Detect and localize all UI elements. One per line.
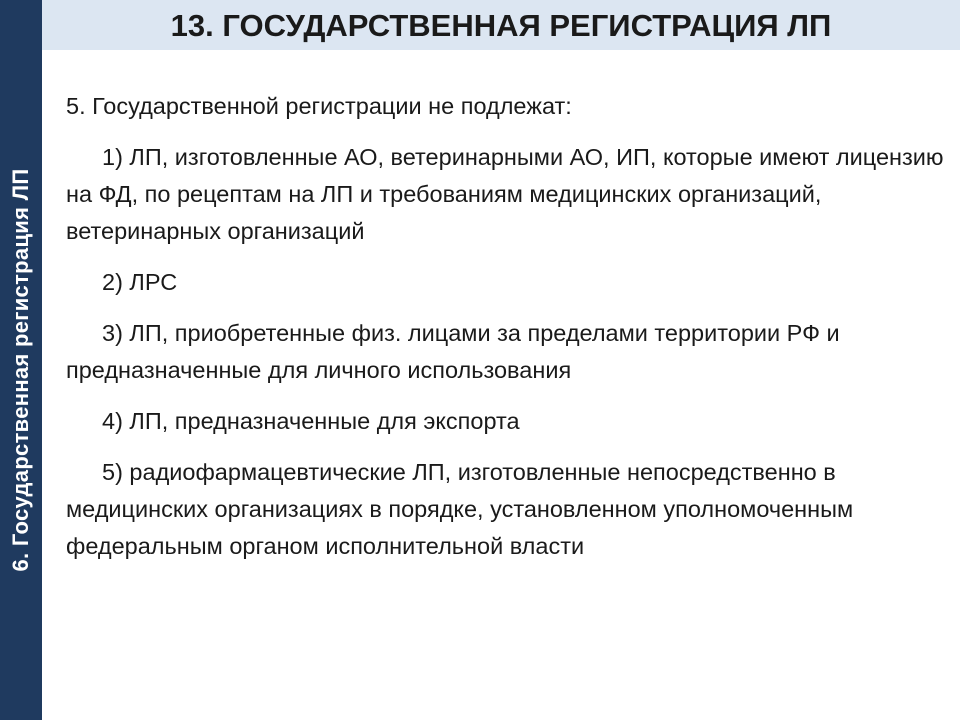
- list-item-4: 4) ЛП, предназначенные для экспорта: [102, 408, 520, 434]
- list-item-5: 5) радиофармацевтические ЛП, изготовленные непосредственно в медицинских организациях в порядке, установленном уполномоченным федеральным органом исполнительной власти: [66, 459, 854, 559]
- page-title: 13. ГОСУДАРСТВЕННАЯ РЕГИСТРАЦИЯ ЛП: [170, 8, 832, 43]
- lead-paragraph: 5. Государственной регистрации не подлежат:: [66, 93, 572, 119]
- section-label: 6. Государственная регистрация ЛП: [8, 168, 33, 572]
- slide-content: [66, 88, 944, 579]
- header-bar: [42, 0, 960, 50]
- list-item-2: 2) ЛРС: [102, 269, 178, 295]
- list-item-3: 3) ЛП, приобретенные физ. лицами за пределами территории РФ и предназначенные для личного использования: [66, 320, 840, 383]
- sidebar: [0, 0, 42, 720]
- list-item-1: 1) ЛП, изготовленные АО, ветеринарными АО, ИП, которые имеют лицензию на ФД, по рецептам на ЛП и требованиям медицинских организаций, ветеринарных организаций: [66, 144, 944, 244]
